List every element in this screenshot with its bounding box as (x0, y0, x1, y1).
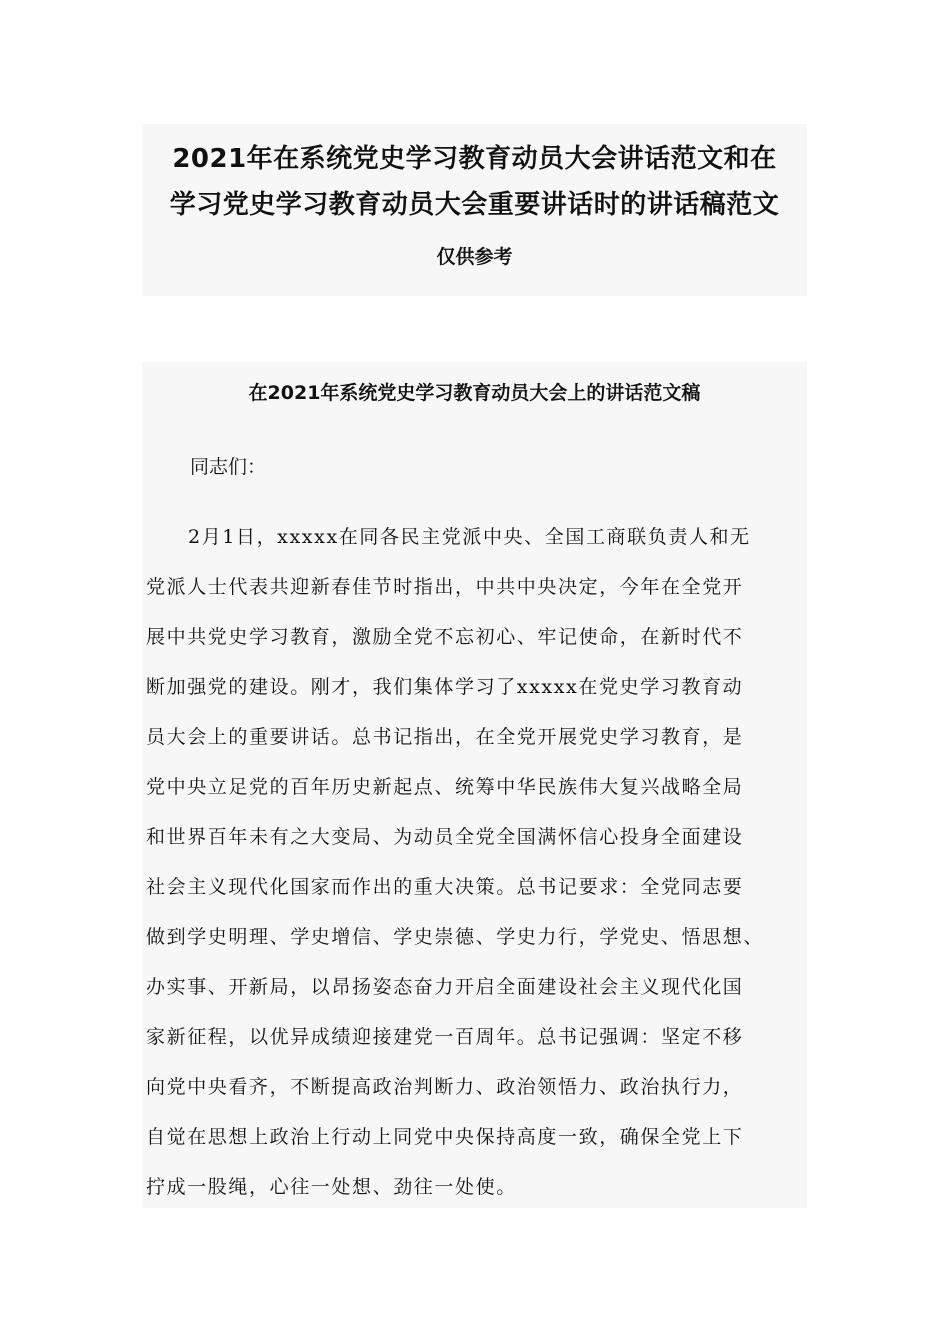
paragraph-line: 和世界百年未有之大变局、为动员全党全国满怀信心投身全面建设 (146, 826, 744, 848)
paragraph-line: 做到学史明理、学史增信、学史崇德、学史力行，学党史、悟思想、 (146, 926, 765, 948)
paragraph-line: 向党中央看齐，不断提高政治判断力、政治领悟力、政治执行力， (146, 1076, 744, 1098)
document-title-block (142, 124, 807, 296)
paragraph-line: 家新征程，以优异成绩迎接建党一百周年。总书记强调：坚定不移 (146, 1026, 744, 1048)
paragraph-line: 2月1日，xxxxx在同各民主党派中央、全国工商联负责人和无 (188, 526, 751, 548)
document-title-line: 学习党史学习教育动员大会重要讲话时的讲话稿范文 (169, 190, 780, 220)
speech-title: 在2021年系统党史学习教育动员大会上的讲话范文稿 (248, 382, 701, 404)
paragraph-line: 党中央立足党的百年历史新起点、统筹中华民族伟大复兴战略全局 (146, 776, 744, 798)
paragraph-line: 员大会上的重要讲话。总书记指出，在全党开展党史学习教育，是 (146, 726, 744, 748)
paragraph-line: 党派人士代表共迎新春佳节时指出，中共中央决定，今年在全党开 (146, 576, 744, 598)
paragraph-line: 断加强党的建设。刚才，我们集体学习了xxxxx在党史学习教育动 (146, 676, 744, 698)
paragraph-line: 自觉在思想上政治上行动上同党中央保持高度一致，确保全党上下 (146, 1126, 744, 1148)
speech-body-block (142, 362, 807, 1208)
paragraph-line: 社会主义现代化国家而作出的重大决策。总书记要求：全党同志要 (146, 876, 744, 898)
document-title (142, 136, 807, 228)
salutation: 同志们： (190, 456, 267, 478)
document-subtitle: 仅供参考 (436, 246, 513, 268)
speech-paragraph (146, 516, 802, 1216)
paragraph-line: 展中共党史学习教育，激励全党不忘初心、牢记使命，在新时代不 (146, 626, 744, 648)
document-title-line: 2021年在系统党史学习教育动员大会讲话范文和在 (172, 144, 777, 174)
paragraph-line: 拧成一股绳，心往一处想、劲往一处使。 (146, 1176, 517, 1198)
paragraph-line: 办实事、开新局，以昂扬姿态奋力开启全面建设社会主义现代化国 (146, 976, 744, 998)
